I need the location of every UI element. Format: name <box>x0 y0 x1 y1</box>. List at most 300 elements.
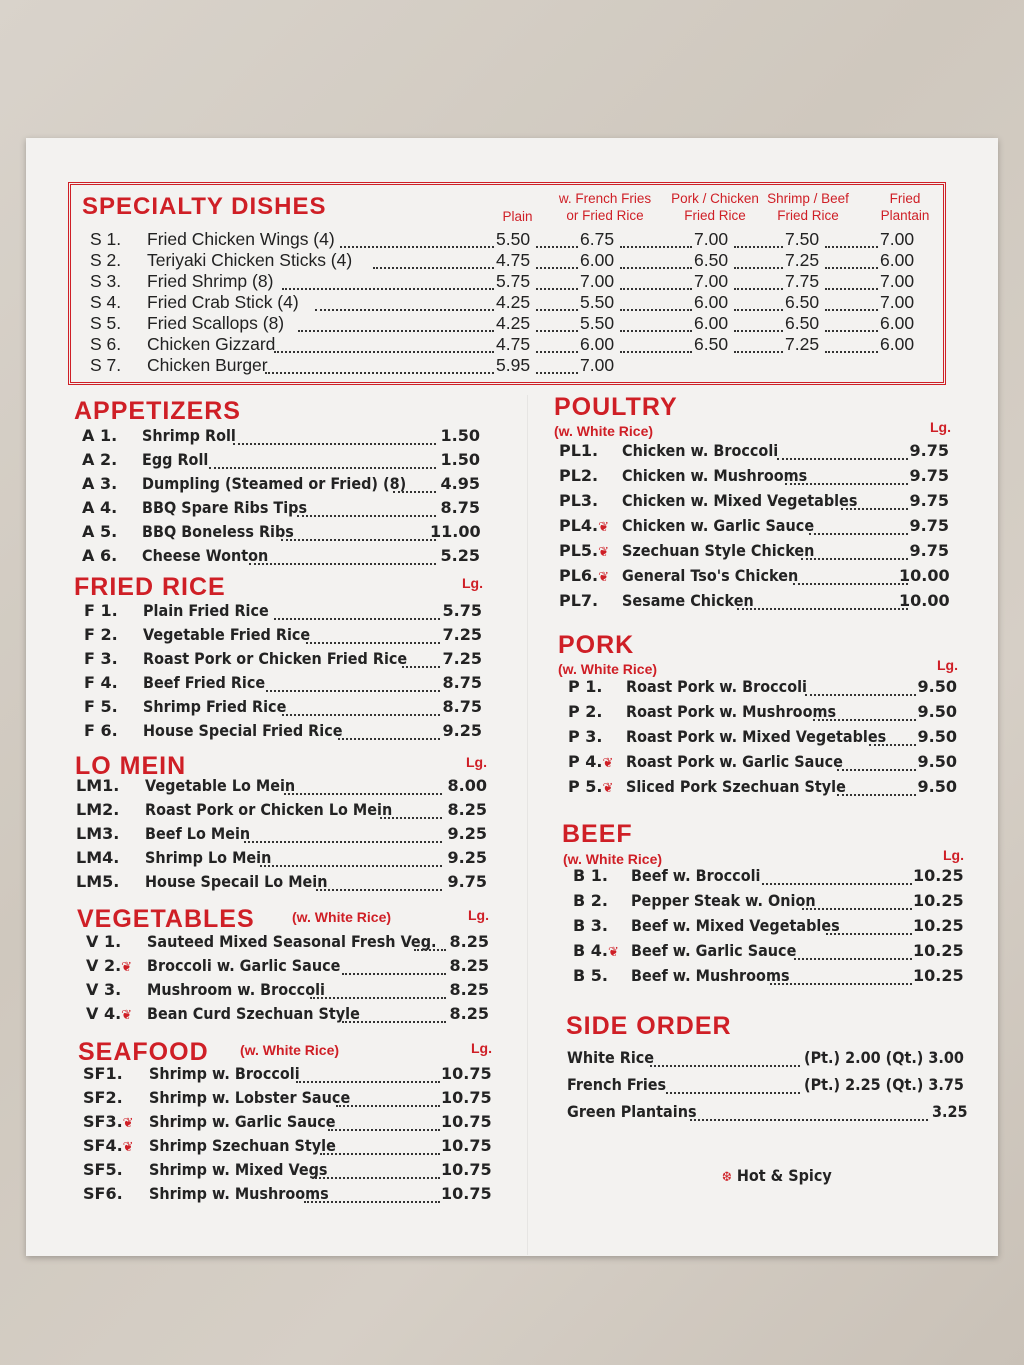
size-label: Lg. <box>930 419 951 435</box>
item-code: V 4.❦ <box>86 1004 133 1023</box>
item-code: LM3. <box>76 824 120 843</box>
item-name: Cheese Wonton <box>142 546 269 565</box>
item-code: A 2. <box>82 450 118 469</box>
item-code: B 1. <box>573 866 608 885</box>
item-name: Dumpling (Steamed or Fried) (8) <box>142 474 407 493</box>
item-name: Chicken w. Broccoli <box>622 441 779 460</box>
dot-leader <box>536 307 578 311</box>
item-name: Chicken Burger <box>147 355 268 375</box>
dot-leader <box>244 839 442 843</box>
item-price: 9.50 <box>917 727 957 746</box>
item-name: Beef Fried Rice <box>143 673 266 692</box>
dot-leader <box>825 286 878 290</box>
dot-leader <box>296 1079 440 1083</box>
specialty-price: 6.00 <box>880 334 915 354</box>
dot-leader <box>282 712 440 716</box>
section-title-appetizers: APPETIZERS <box>74 397 241 425</box>
specialty-price: 5.75 <box>496 271 531 291</box>
dot-leader <box>825 265 878 269</box>
dot-leader <box>734 307 783 311</box>
specialty-price: 6.50 <box>694 250 729 270</box>
item-code: PL7. <box>559 591 599 610</box>
item-name: Roast Pork w. Mushrooms <box>626 702 837 721</box>
dot-leader <box>801 556 908 560</box>
dot-leader <box>536 265 578 269</box>
item-name: Chicken w. Mixed Vegetables <box>622 491 858 510</box>
dot-leader <box>837 767 916 771</box>
dot-leader <box>734 265 783 269</box>
item-code: F 6. <box>84 721 118 740</box>
item-code: S 1. <box>90 229 122 249</box>
section-note: (w. White Rice) <box>554 423 654 439</box>
item-name: Broccoli w. Garlic Sauce <box>147 956 341 975</box>
section-title-specialty: SPECIALTY DISHES <box>82 193 327 220</box>
section-title-vegetables: VEGETABLES <box>77 905 255 933</box>
specialty-price: 4.75 <box>496 250 531 270</box>
dot-leader <box>209 465 436 469</box>
item-name: Sliced Pork Szechuan Style <box>626 777 846 796</box>
item-name: White Rice <box>567 1048 655 1067</box>
specialty-price: 6.00 <box>694 313 729 333</box>
item-code: P 3. <box>568 727 603 746</box>
chili-pepper-icon: ❦ <box>122 1140 134 1155</box>
specialty-price: 4.25 <box>496 292 531 312</box>
item-name: Beef w. Broccoli <box>631 866 761 885</box>
item-code: SF2. <box>83 1088 123 1107</box>
dot-leader <box>825 244 878 248</box>
dot-leader <box>328 1127 440 1131</box>
item-code: PL4.❦ <box>559 516 610 535</box>
item-price: 9.50 <box>917 677 957 696</box>
item-code: P 5.❦ <box>568 777 614 796</box>
item-name: Roast Pork or Chicken Lo Mein <box>145 800 393 819</box>
item-name: Teriyaki Chicken Sticks (4) <box>147 250 353 270</box>
item-code: S 6. <box>90 334 122 354</box>
dot-leader <box>306 640 440 644</box>
item-code: V 1. <box>86 932 122 951</box>
size-label: Lg. <box>466 754 487 770</box>
chili-pepper-icon: ❦ <box>602 756 614 771</box>
item-name: Shrimp w. Lobster Sauce <box>149 1088 351 1107</box>
dot-leader <box>342 1019 446 1023</box>
dot-leader <box>734 328 783 332</box>
item-price: 1.50 <box>440 450 480 469</box>
item-price: 9.50 <box>917 752 957 771</box>
item-code: F 3. <box>84 649 118 668</box>
item-code: B 5. <box>573 966 608 985</box>
dot-leader <box>825 328 878 332</box>
item-price: 8.25 <box>449 956 489 975</box>
item-price: (Pt.) 2.00 (Qt.) 3.00 <box>804 1048 964 1067</box>
chili-pepper-icon: ❦ <box>602 781 614 796</box>
dot-leader <box>777 456 908 460</box>
section-note: (w. White Rice) <box>292 909 392 925</box>
item-code: LM4. <box>76 848 120 867</box>
item-code: PL5.❦ <box>559 541 610 560</box>
item-name: Chicken Gizzard <box>147 334 276 354</box>
item-price: 8.75 <box>440 498 480 517</box>
specialty-price: 7.00 <box>880 229 915 249</box>
item-name: Shrimp Roll <box>142 426 236 445</box>
item-price: 9.75 <box>909 541 949 560</box>
item-code: PL6.❦ <box>559 566 610 585</box>
item-name: BBQ Spare Ribs Tips <box>142 498 308 517</box>
section-title-side-order: SIDE ORDER <box>566 1012 732 1040</box>
item-code: PL3. <box>559 491 599 510</box>
item-code: F 4. <box>84 673 118 692</box>
item-price: 10.75 <box>441 1112 492 1131</box>
specialty-price: 7.00 <box>580 355 615 375</box>
dot-leader <box>338 736 440 740</box>
specialty-column-header: w. French Fries or Fried Rice <box>558 191 652 223</box>
dot-leader <box>770 981 912 985</box>
specialty-price: 6.00 <box>880 313 915 333</box>
specialty-column-header: Pork / Chicken Fried Rice <box>671 191 759 223</box>
item-code: LM5. <box>76 872 120 891</box>
specialty-price: 7.00 <box>580 271 615 291</box>
item-code: P 4.❦ <box>568 752 614 771</box>
item-code: SF4.❦ <box>83 1136 134 1155</box>
item-price: 8.25 <box>449 932 489 951</box>
dot-leader <box>340 244 494 248</box>
item-code: PL2. <box>559 466 599 485</box>
dot-leader <box>315 307 494 311</box>
specialty-price: 5.50 <box>496 229 531 249</box>
item-name: Fried Chicken Wings (4) <box>147 229 335 249</box>
item-name: Shrimp w. Mixed Vegs <box>149 1160 328 1179</box>
item-price: 8.00 <box>447 776 487 795</box>
item-name: Roast Pork w. Broccoli <box>626 677 807 696</box>
dot-leader <box>737 606 908 610</box>
item-name: General Tso's Chicken <box>622 566 799 585</box>
item-name: Mushroom w. Broccoli <box>147 980 325 999</box>
dot-leader <box>249 561 436 565</box>
item-price: 10.75 <box>441 1064 492 1083</box>
item-name: Shrimp w. Broccoli <box>149 1064 300 1083</box>
item-name: Beef Lo Mein <box>145 824 251 843</box>
dot-leader <box>342 971 446 975</box>
specialty-price: 5.50 <box>580 292 615 312</box>
item-price: 7.25 <box>442 649 482 668</box>
item-name: BBQ Boneless Ribs <box>142 522 294 541</box>
item-code: B 3. <box>573 916 608 935</box>
item-code: V 3. <box>86 980 122 999</box>
item-code: S 2. <box>90 250 122 270</box>
item-name: Shrimp Fried Rice <box>143 697 287 716</box>
specialty-price: 6.50 <box>694 334 729 354</box>
item-name: Shrimp w. Garlic Sauce <box>149 1112 336 1131</box>
specialty-price: 6.00 <box>694 292 729 312</box>
dot-leader <box>274 349 495 353</box>
item-price: 10.75 <box>441 1184 492 1203</box>
item-price: 9.75 <box>447 872 487 891</box>
fold-line <box>527 395 528 1255</box>
dot-leader <box>826 931 912 935</box>
item-price: 8.25 <box>449 1004 489 1023</box>
dot-leader <box>297 513 436 517</box>
item-code: F 1. <box>84 601 118 620</box>
item-price: 10.25 <box>913 941 964 960</box>
chili-pepper-icon: ❦ <box>122 1116 134 1131</box>
item-price: 10.75 <box>441 1136 492 1155</box>
dot-leader <box>536 328 578 332</box>
dot-leader <box>620 265 692 269</box>
legend-label: Hot & Spicy <box>736 1166 832 1185</box>
specialty-price: 6.75 <box>580 229 615 249</box>
dot-leader <box>316 887 442 891</box>
specialty-price: 7.00 <box>694 271 729 291</box>
item-price: 8.75 <box>442 673 482 692</box>
item-price: 5.25 <box>440 546 480 565</box>
item-price: 9.25 <box>447 824 487 843</box>
chili-pepper-icon: ❦ <box>598 570 610 585</box>
size-label: Lg. <box>471 1040 492 1056</box>
item-price: 9.75 <box>909 441 949 460</box>
item-name: Beef w. Garlic Sauce <box>631 941 797 960</box>
item-price: 10.00 <box>899 566 950 585</box>
dot-leader <box>650 1063 800 1067</box>
dot-leader <box>794 956 912 960</box>
dot-leader <box>809 531 908 535</box>
specialty-price: 6.00 <box>580 334 615 354</box>
section-note: (w. White Rice) <box>558 661 658 677</box>
item-name: Beef w. Mixed Vegetables <box>631 916 840 935</box>
item-code: A 4. <box>82 498 118 517</box>
item-code: A 3. <box>82 474 118 493</box>
dot-leader <box>734 349 783 353</box>
item-price: 10.25 <box>913 866 964 885</box>
item-code: F 5. <box>84 697 118 716</box>
section-note: (w. White Rice) <box>240 1042 340 1058</box>
dot-leader <box>336 1103 440 1107</box>
item-code: SF1. <box>83 1064 123 1083</box>
item-name: Sauteed Mixed Seasonal Fresh Veg. <box>147 932 437 951</box>
dot-leader <box>620 307 692 311</box>
specialty-price: 5.95 <box>496 355 531 375</box>
dot-leader <box>260 863 442 867</box>
item-price: 10.75 <box>441 1160 492 1179</box>
dot-leader <box>536 370 578 374</box>
dot-leader <box>284 791 442 795</box>
item-code: B 4.❦ <box>573 941 619 960</box>
item-name: House Specail Lo Mein <box>145 872 328 891</box>
item-price: 9.75 <box>909 516 949 535</box>
item-price: 9.75 <box>909 491 949 510</box>
item-code: S 5. <box>90 313 122 333</box>
item-code: SF3.❦ <box>83 1112 134 1131</box>
dot-leader <box>310 995 446 999</box>
dot-leader <box>841 506 908 510</box>
dot-leader <box>734 286 783 290</box>
dot-leader <box>734 244 783 248</box>
hot-spicy-legend <box>722 1166 832 1185</box>
item-price: 9.25 <box>442 721 482 740</box>
item-code: PL1. <box>559 441 599 460</box>
item-name: Plain Fried Rice <box>143 601 269 620</box>
dot-leader <box>298 328 494 332</box>
specialty-column-header: Plain <box>502 209 533 224</box>
item-price: 9.25 <box>447 848 487 867</box>
chili-pepper-icon: ❦ <box>598 545 610 560</box>
item-name: Sesame Chicken <box>622 591 754 610</box>
specialty-column-header: Fried Plantain <box>880 191 930 223</box>
size-label: Lg. <box>937 657 958 673</box>
dot-leader <box>825 307 878 311</box>
item-code: SF6. <box>83 1184 123 1203</box>
dot-leader <box>666 1090 800 1094</box>
item-price: 9.50 <box>917 702 957 721</box>
item-name: House Special Fried Rice <box>143 721 343 740</box>
dot-leader <box>281 537 436 541</box>
dot-leader <box>536 244 578 248</box>
dot-leader <box>304 1199 440 1203</box>
dot-leader <box>536 286 578 290</box>
item-name: Shrimp Szechuan Style <box>149 1136 336 1155</box>
item-price: 10.00 <box>899 591 950 610</box>
item-code: A 6. <box>82 546 118 565</box>
chili-pepper-icon: ❦ <box>607 945 619 960</box>
dot-leader <box>837 792 916 796</box>
item-price: 7.25 <box>442 625 482 644</box>
section-title-beef: BEEF <box>562 820 633 848</box>
dot-leader <box>620 328 692 332</box>
specialty-price: 7.00 <box>694 229 729 249</box>
dot-leader <box>620 349 692 353</box>
item-name: Fried Crab Stick (4) <box>147 292 299 312</box>
section-title-fried-rice: FRIED RICE <box>74 573 226 601</box>
item-name: Fried Scallops (8) <box>147 313 285 333</box>
specialty-price: 4.75 <box>496 334 531 354</box>
dot-leader <box>802 906 912 910</box>
dot-leader <box>233 441 436 445</box>
specialty-price: 4.25 <box>496 313 531 333</box>
chili-pepper-icon: ❦ <box>121 1008 133 1023</box>
item-code: S 7. <box>90 355 122 375</box>
item-price: 10.75 <box>441 1088 492 1107</box>
item-code: A 5. <box>82 522 118 541</box>
item-price: 4.95 <box>440 474 480 493</box>
dot-leader <box>536 349 578 353</box>
item-code: S 3. <box>90 271 122 291</box>
dot-leader <box>785 481 908 485</box>
item-name: Roast Pork w. Mixed Vegetables <box>626 727 887 746</box>
item-price: 3.25 <box>932 1102 968 1121</box>
dot-leader <box>282 286 494 290</box>
dot-leader <box>274 616 440 620</box>
item-name: Szechuan Style Chicken <box>622 541 815 560</box>
specialty-column-header: Shrimp / Beef Fried Rice <box>767 191 849 223</box>
dot-leader <box>805 692 916 696</box>
specialty-price: 7.25 <box>785 334 820 354</box>
item-price: 9.75 <box>909 466 949 485</box>
dot-leader <box>620 286 692 290</box>
item-name: Roast Pork or Chicken Fried Rice <box>143 649 408 668</box>
item-name: Vegetable Fried Rice <box>143 625 311 644</box>
item-price: (Pt.) 2.25 (Qt.) 3.75 <box>804 1075 964 1094</box>
dot-leader <box>620 244 692 248</box>
item-code: A 1. <box>82 426 118 445</box>
specialty-price: 6.00 <box>880 250 915 270</box>
item-price: 10.25 <box>913 916 964 935</box>
item-name: Egg Roll <box>142 450 209 469</box>
item-code: F 2. <box>84 625 118 644</box>
section-title-pork: PORK <box>558 631 635 659</box>
item-price: 8.75 <box>442 697 482 716</box>
dot-leader <box>690 1117 928 1121</box>
specialty-price: 7.00 <box>880 271 915 291</box>
specialty-price: 7.00 <box>880 292 915 312</box>
item-code: LM2. <box>76 800 120 819</box>
item-name: Green Plantains <box>567 1102 697 1121</box>
item-code: V 2.❦ <box>86 956 133 975</box>
size-label: Lg. <box>462 575 483 591</box>
specialty-price: 6.00 <box>580 250 615 270</box>
item-price: 11.00 <box>430 522 481 541</box>
item-price: 10.25 <box>913 966 964 985</box>
item-code: P 2. <box>568 702 603 721</box>
dot-leader <box>265 370 494 374</box>
specialty-price: 7.25 <box>785 250 820 270</box>
specialty-price: 5.50 <box>580 313 615 333</box>
item-price: 8.25 <box>447 800 487 819</box>
item-code: SF5. <box>83 1160 123 1179</box>
section-title-seafood: SEAFOOD <box>78 1038 209 1066</box>
chili-pepper-icon: ❦ <box>598 520 610 535</box>
dot-leader <box>793 581 908 585</box>
section-note: (w. White Rice) <box>563 851 663 867</box>
specialty-price: 7.75 <box>785 271 820 291</box>
section-title-poultry: POULTRY <box>554 393 678 421</box>
chili-pepper-icon: ❦ <box>121 960 133 975</box>
chili-pepper-icon: ❆ <box>722 1170 732 1185</box>
section-title-lo-mein: LO MEIN <box>75 752 187 780</box>
item-code: P 1. <box>568 677 603 696</box>
item-name: Chicken w. Mushrooms <box>622 466 808 485</box>
item-price: 8.25 <box>449 980 489 999</box>
item-price: 5.75 <box>442 601 482 620</box>
specialty-price: 7.50 <box>785 229 820 249</box>
dot-leader <box>762 881 912 885</box>
item-code: S 4. <box>90 292 122 312</box>
item-price: 9.50 <box>917 777 957 796</box>
item-price: 10.25 <box>913 891 964 910</box>
dot-leader <box>320 1151 440 1155</box>
item-name: Vegetable Lo Mein <box>145 776 296 795</box>
dot-leader <box>380 815 442 819</box>
item-name: Fried Shrimp (8) <box>147 271 274 291</box>
specialty-price: 6.50 <box>785 292 820 312</box>
dot-leader <box>813 717 916 721</box>
dot-leader <box>266 688 440 692</box>
item-name: French Fries <box>567 1075 667 1094</box>
item-name: Pepper Steak w. Onion <box>631 891 816 910</box>
item-name: Chicken w. Garlic Sauce <box>622 516 815 535</box>
item-code: LM1. <box>76 776 120 795</box>
item-name: Bean Curd Szechuan Style <box>147 1004 360 1023</box>
specialty-price: 6.50 <box>785 313 820 333</box>
dot-leader <box>373 265 494 269</box>
size-label: Lg. <box>468 907 489 923</box>
size-label: Lg. <box>943 847 964 863</box>
item-name: Roast Pork w. Garlic Sauce <box>626 752 843 771</box>
item-name: Shrimp Lo Mein <box>145 848 272 867</box>
dot-leader <box>312 1175 440 1179</box>
item-price: 1.50 <box>440 426 480 445</box>
item-name: Beef w. Mushrooms <box>631 966 790 985</box>
item-name: Shrimp w. Mushrooms <box>149 1184 329 1203</box>
dot-leader <box>825 349 878 353</box>
item-code: B 2. <box>573 891 608 910</box>
